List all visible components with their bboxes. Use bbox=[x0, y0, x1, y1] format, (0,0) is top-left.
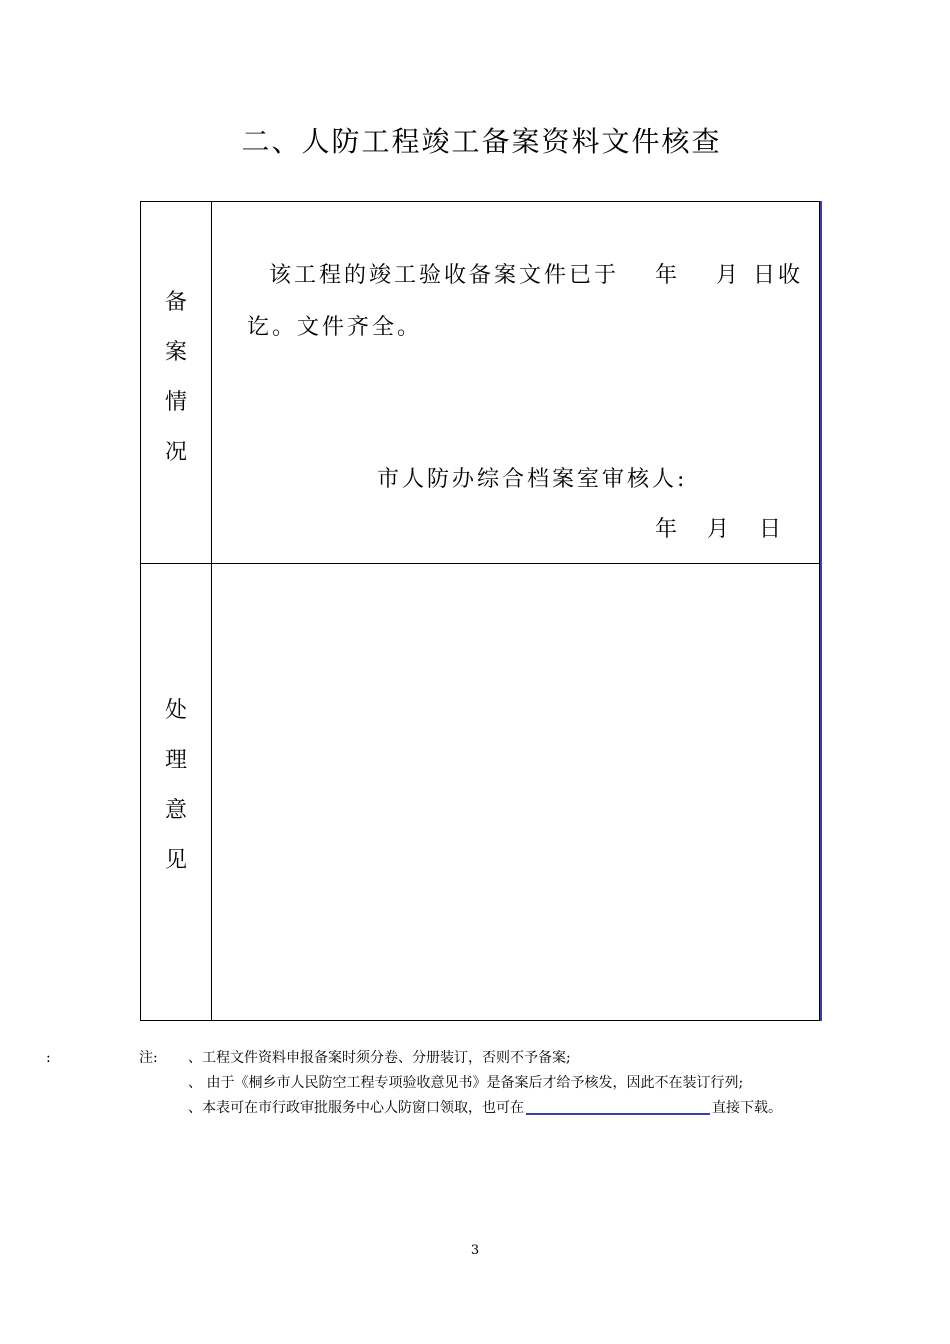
row-divider bbox=[141, 563, 819, 564]
opinion-label-char: 意 bbox=[164, 798, 187, 823]
filing-check-table bbox=[140, 201, 820, 1021]
page-number: 3 bbox=[470, 1243, 480, 1258]
record-label-char: 况 bbox=[164, 440, 187, 465]
record-status-label bbox=[141, 278, 211, 478]
note-item-2: 、 由于《桐乡市人民防空工程专项验收意见书》是备案后才给予核发，因此不在装订行列; bbox=[188, 1075, 744, 1091]
note-item-3-text: 、本表可在市行政审批服务中心人防窗口领取，也可在 bbox=[188, 1100, 524, 1116]
note-item-3 bbox=[188, 1096, 782, 1121]
notes-label: 注: bbox=[139, 1050, 158, 1066]
record-statement-line2: 讫。文件齐全。 bbox=[247, 315, 423, 340]
record-label-char: 备 bbox=[164, 290, 187, 315]
date-year: 年 bbox=[655, 517, 678, 542]
note-item-3-suffix: 直接下载。 bbox=[712, 1100, 782, 1116]
date-day: 日 bbox=[759, 517, 782, 542]
record-month: 月 bbox=[716, 263, 742, 288]
record-label-char: 案 bbox=[164, 340, 187, 365]
page-title: 二、人防工程竣工备案资料文件核查 bbox=[241, 125, 722, 158]
record-label-char: 情 bbox=[164, 390, 187, 415]
opinion-label-char: 见 bbox=[164, 848, 187, 873]
download-link-blank[interactable] bbox=[526, 1099, 710, 1115]
date-month: 月 bbox=[707, 517, 730, 542]
review-date bbox=[655, 512, 781, 543]
stray-colon: : bbox=[46, 1050, 51, 1066]
record-statement-text: 该工程的竣工验收备案文件已于 bbox=[269, 263, 620, 288]
reviewer-label: 市人防办综合档案室审核人: bbox=[377, 467, 688, 492]
record-statement-line1 bbox=[269, 258, 803, 289]
note-item-1: 、工程文件资料申报备案时须分卷、分册装订，否则不予备案; bbox=[188, 1050, 571, 1066]
record-day: 日收 bbox=[753, 263, 804, 288]
record-year: 年 bbox=[655, 263, 681, 288]
column-divider bbox=[211, 202, 212, 1020]
opinion-label-char: 处 bbox=[164, 698, 187, 723]
handling-opinion-label bbox=[141, 686, 211, 886]
opinion-label-char: 理 bbox=[164, 748, 187, 773]
table-right-edge-line bbox=[820, 201, 822, 1021]
